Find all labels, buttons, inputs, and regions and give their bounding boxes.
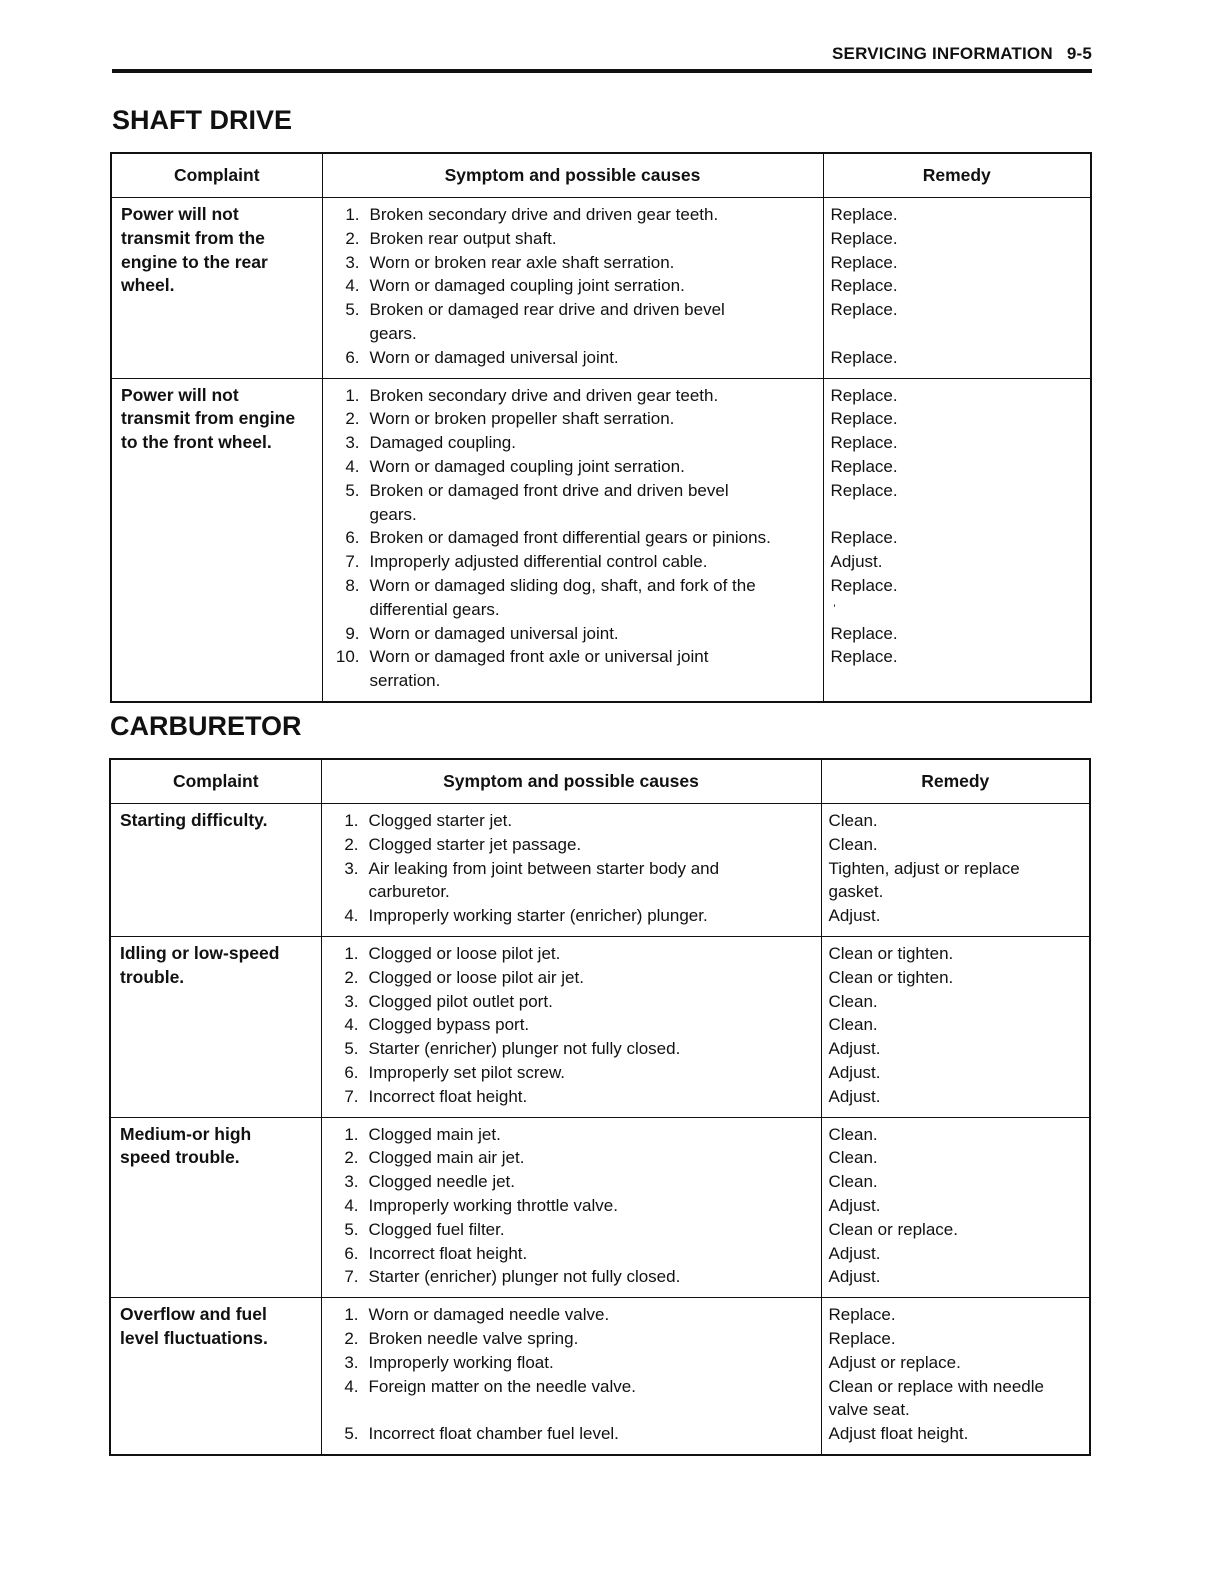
- remedy-line: [824, 669, 1085, 693]
- cause-line: [323, 407, 817, 431]
- cause-number: 2.: [344, 1148, 359, 1168]
- shaft-drive-table: [110, 152, 1092, 703]
- cause-text: Broken rear output shaft.: [369, 228, 557, 248]
- table-row: [110, 1117, 1090, 1298]
- cause-line: [322, 1398, 815, 1422]
- remedy-line: Replace.: [830, 347, 898, 367]
- cause-number: 4.: [345, 456, 360, 476]
- cause-number: 3.: [344, 1172, 359, 1192]
- remedy-header: Remedy: [823, 153, 1091, 198]
- remedy-line: [824, 322, 1085, 346]
- cause-number: 1.: [344, 943, 359, 963]
- remedy-line: Clean.: [828, 1172, 878, 1192]
- remedy-line: Clean.: [828, 1015, 878, 1035]
- cause-line: [322, 1013, 815, 1037]
- page-header: [112, 44, 1092, 70]
- cause-line: [322, 1146, 815, 1170]
- complaint-line: speed trouble.: [120, 1147, 240, 1168]
- cause-line: [322, 857, 815, 881]
- complaint-line: Power will not: [121, 204, 239, 224]
- remedy-header: Remedy: [821, 759, 1090, 804]
- cause-text: gears.: [369, 323, 417, 343]
- remedy-line: Tighten, adjust or replace: [828, 858, 1020, 878]
- cause-line: [322, 1242, 815, 1266]
- cause-number: 10.: [335, 647, 360, 667]
- cause-line: [322, 880, 815, 904]
- remedy-line: Clean.: [828, 1124, 878, 1144]
- table-row: [110, 804, 1090, 937]
- complaint-line: Power will not: [121, 384, 239, 405]
- complaint-cell: [111, 378, 322, 702]
- remedy-line: Replace.: [830, 623, 898, 643]
- causes-cell: [321, 936, 821, 1117]
- cause-text: Broken or damaged rear drive and driven bevel: [369, 300, 725, 320]
- complaint-cell: [110, 1298, 321, 1455]
- cause-line: [322, 833, 815, 857]
- cause-text: Starter (enricher) plunger not fully closed.: [368, 1039, 681, 1059]
- cause-number: 2.: [344, 1328, 359, 1348]
- cause-line: [322, 809, 815, 833]
- cause-text: gears.: [369, 504, 417, 524]
- cause-text: Worn or damaged universal joint.: [369, 623, 619, 643]
- remedy-line: Clean.: [828, 1148, 878, 1168]
- cause-line: [322, 1265, 815, 1289]
- remedy-line: valve seat.: [828, 1400, 910, 1420]
- remedy-line: Clean.: [828, 834, 878, 854]
- cause-text: differential gears.: [369, 599, 500, 619]
- cause-number: 3.: [344, 991, 359, 1011]
- remedy-line: Adjust.: [828, 1086, 881, 1106]
- cause-line: [323, 431, 817, 455]
- cause-number: 1.: [344, 1124, 359, 1144]
- remedy-line: Replace.: [830, 575, 898, 595]
- cause-line: [322, 1170, 815, 1194]
- remedy-line: Adjust.: [830, 552, 883, 572]
- cause-number: 1.: [344, 811, 359, 830]
- complaint-line: Starting difficulty.: [120, 810, 268, 830]
- header-rule: [112, 69, 1092, 73]
- complaint-cell: [110, 804, 321, 937]
- remedy-line: [824, 503, 1085, 527]
- remedy-line: gasket.: [828, 882, 884, 902]
- table-row: [110, 936, 1090, 1117]
- causes-cell: [321, 1117, 821, 1298]
- causes-cell: [321, 1298, 821, 1455]
- cause-line: [322, 1351, 815, 1375]
- cause-text: Worn or damaged front axle or universal joint: [369, 647, 709, 667]
- remedy-line: Replace.: [830, 252, 898, 272]
- cause-line: [323, 455, 817, 479]
- cause-number: 2.: [344, 834, 359, 854]
- cause-line: [323, 251, 817, 275]
- remedy-cell: [821, 1117, 1090, 1298]
- cause-number: 4.: [344, 1195, 359, 1215]
- table-row: [111, 378, 1091, 702]
- remedy-line: Adjust.: [828, 906, 881, 926]
- cause-text: Clogged bypass port.: [368, 1015, 530, 1035]
- complaint-line: level fluctuations.: [120, 1327, 268, 1348]
- cause-text: Worn or damaged coupling joint serration.: [369, 456, 685, 476]
- remedy-line: Adjust.: [828, 1039, 881, 1059]
- cause-line: [322, 1061, 815, 1085]
- cause-number: 6.: [344, 1243, 359, 1263]
- cause-number: 6.: [345, 347, 360, 367]
- cause-text: Clogged needle jet.: [368, 1172, 516, 1192]
- cause-number: 8.: [345, 575, 360, 595]
- remedy-line: Adjust or replace.: [828, 1352, 961, 1372]
- complaint-line: transmit from the: [121, 227, 265, 248]
- cause-number: 3.: [344, 858, 359, 878]
- cause-text: Incorrect float height.: [368, 1086, 528, 1106]
- carburetor-title: CARBURETOR: [110, 711, 302, 741]
- cause-line: [323, 322, 817, 346]
- cause-text: Improperly working throttle valve.: [368, 1195, 618, 1215]
- cause-line: [323, 622, 817, 646]
- cause-number: 5.: [345, 300, 360, 320]
- remedy-line: Adjust.: [828, 1062, 881, 1082]
- cause-number: 4.: [344, 906, 359, 926]
- page-number: 9-5: [1066, 44, 1092, 63]
- cause-number: 5.: [344, 1219, 359, 1239]
- cause-number: 5.: [344, 1039, 359, 1059]
- cause-text: Clogged pilot outlet port.: [368, 991, 553, 1011]
- cause-text: Damaged coupling.: [369, 433, 516, 453]
- cause-text: Clogged or loose pilot jet.: [368, 943, 561, 963]
- causes-header: Symptom and possible causes: [321, 759, 821, 804]
- cause-number: 7.: [344, 1267, 359, 1287]
- remedy-line: ': [833, 602, 836, 615]
- remedy-line: Clean.: [828, 811, 878, 830]
- table-row: [111, 198, 1091, 379]
- cause-line: [322, 942, 815, 966]
- causes-cell: [322, 198, 823, 379]
- remedy-line: Replace.: [830, 228, 898, 248]
- cause-line: [323, 574, 817, 598]
- cause-line: [322, 1123, 815, 1147]
- cause-number: 4.: [344, 1015, 359, 1035]
- cause-number: 4.: [345, 276, 360, 296]
- cause-line: [322, 1303, 815, 1327]
- table-header-row: [111, 153, 1091, 198]
- complaint-line: Medium-or high: [120, 1123, 252, 1144]
- remedy-line: Clean or replace.: [828, 1219, 958, 1239]
- complaint-header: Complaint: [110, 759, 321, 804]
- remedy-line: Replace.: [828, 1328, 896, 1348]
- complaint-line: engine to the rear: [121, 251, 268, 272]
- cause-line: [322, 1375, 815, 1399]
- cause-text: Air leaking from joint between starter body and: [368, 858, 720, 878]
- remedy-line: Replace.: [830, 385, 898, 405]
- complaint-header: Complaint: [111, 153, 322, 198]
- carburetor-table: [109, 758, 1091, 1456]
- cause-text: serration.: [369, 671, 441, 691]
- causes-cell: [322, 378, 823, 702]
- complaint-cell: [111, 198, 322, 379]
- cause-text: carburetor.: [368, 882, 450, 902]
- remedy-cell: [821, 936, 1090, 1117]
- cause-number: 3.: [345, 433, 360, 453]
- cause-line: [323, 384, 817, 408]
- cause-number: 3.: [345, 252, 360, 272]
- remedy-cell: [823, 378, 1091, 702]
- remedy-line: Replace.: [830, 480, 898, 500]
- cause-text: Clogged starter jet.: [368, 811, 513, 830]
- causes-cell: [321, 804, 821, 937]
- remedy-line: Clean or replace with needle: [828, 1376, 1044, 1396]
- cause-line: [322, 990, 815, 1014]
- cause-number: 2.: [345, 228, 360, 248]
- remedy-line: Replace.: [830, 409, 898, 429]
- cause-line: [323, 346, 817, 370]
- cause-text: Worn or broken rear axle shaft serration.: [369, 252, 675, 272]
- cause-text: Clogged main air jet.: [368, 1148, 525, 1168]
- cause-number: 5.: [345, 480, 360, 500]
- cause-text: Broken or damaged front differential gears or pinions.: [369, 528, 771, 548]
- cause-line: [322, 904, 815, 928]
- cause-number: 4.: [344, 1376, 359, 1396]
- cause-text: Clogged fuel filter.: [368, 1219, 505, 1239]
- cause-number: 6.: [345, 528, 360, 548]
- complaint-line: Idling or low-speed: [120, 942, 280, 963]
- cause-line: [323, 227, 817, 251]
- shaft-drive-title: SHAFT DRIVE: [112, 105, 293, 135]
- remedy-line: Replace.: [828, 1305, 896, 1325]
- cause-text: Worn or damaged sliding dog, shaft, and fork of the: [369, 575, 756, 595]
- cause-text: Starter (enricher) plunger not fully closed.: [368, 1267, 681, 1287]
- cause-number: 6.: [344, 1062, 359, 1082]
- cause-line: [323, 274, 817, 298]
- cause-line: [322, 1037, 815, 1061]
- remedy-line: Replace.: [830, 205, 898, 224]
- cause-text: Incorrect float chamber fuel level.: [368, 1424, 619, 1444]
- cause-text: Incorrect float height.: [368, 1243, 528, 1263]
- cause-line: [323, 669, 817, 693]
- remedy-line: Replace.: [830, 456, 898, 476]
- cause-line: [322, 1327, 815, 1351]
- cause-number: 1.: [345, 385, 360, 405]
- cause-line: [322, 966, 815, 990]
- complaint-line: to the front wheel.: [121, 432, 272, 453]
- cause-text: Worn or broken propeller shaft serration.: [369, 409, 675, 429]
- cause-line: [323, 645, 817, 669]
- cause-text: Clogged or loose pilot air jet.: [368, 967, 584, 987]
- remedy-line: Clean or tighten.: [828, 967, 954, 987]
- complaint-cell: [110, 1117, 321, 1298]
- cause-line: [323, 526, 817, 550]
- cause-number: 1.: [344, 1305, 359, 1325]
- remedy-line: Clean or tighten.: [828, 943, 954, 963]
- remedy-cell: [821, 1298, 1090, 1455]
- cause-number: 5.: [344, 1424, 359, 1444]
- cause-line: [323, 298, 817, 322]
- remedy-cell: [821, 804, 1090, 937]
- cause-text: Improperly set pilot screw.: [368, 1062, 566, 1082]
- remedy-line: Replace.: [830, 300, 898, 320]
- remedy-line: Replace.: [830, 433, 898, 453]
- remedy-line: Replace.: [830, 528, 898, 548]
- cause-text: Worn or damaged coupling joint serration.: [369, 276, 685, 296]
- complaint-line: transmit from engine: [121, 408, 296, 429]
- cause-text: Foreign matter on the needle valve.: [368, 1376, 636, 1396]
- cause-line: [322, 1085, 815, 1109]
- cause-text: Clogged starter jet passage.: [368, 834, 582, 854]
- complaint-line: wheel.: [121, 275, 175, 296]
- remedy-line: Adjust.: [828, 1195, 881, 1215]
- cause-number: 1.: [345, 205, 360, 224]
- cause-text: Improperly working starter (enricher) plunger.: [368, 906, 708, 926]
- header-section-title: SERVICING INFORMATION: [832, 44, 1053, 63]
- remedy-line: Adjust.: [828, 1267, 881, 1287]
- cause-line: [323, 503, 817, 527]
- remedy-line: Clean.: [828, 991, 878, 1011]
- table-row: [110, 1298, 1090, 1455]
- cause-line: [323, 550, 817, 574]
- remedy-line: Adjust.: [828, 1243, 881, 1263]
- cause-line: [322, 1218, 815, 1242]
- cause-text: Broken needle valve spring.: [368, 1328, 579, 1348]
- cause-text: Broken or damaged front drive and driven bevel: [369, 480, 729, 500]
- cause-text: Broken secondary drive and driven gear teeth.: [369, 205, 719, 224]
- cause-line: [323, 598, 817, 622]
- table-header-row: [110, 759, 1090, 804]
- cause-text: Worn or damaged needle valve.: [368, 1305, 610, 1325]
- cause-number: 2.: [345, 409, 360, 429]
- causes-header: Symptom and possible causes: [322, 153, 823, 198]
- cause-number: 3.: [344, 1352, 359, 1372]
- cause-line: [323, 479, 817, 503]
- remedy-line: Replace.: [830, 647, 898, 667]
- cause-text: Worn or damaged universal joint.: [369, 347, 619, 367]
- complaint-line: Overflow and fuel: [120, 1304, 267, 1325]
- complaint-line: trouble.: [120, 966, 185, 987]
- cause-number: 7.: [344, 1086, 359, 1106]
- cause-text: Improperly adjusted differential control cable.: [369, 552, 708, 572]
- cause-text: Improperly working float.: [368, 1352, 554, 1372]
- remedy-cell: [823, 198, 1091, 379]
- cause-text: Broken secondary drive and driven gear teeth.: [369, 385, 719, 405]
- cause-line: [322, 1422, 815, 1446]
- cause-text: Clogged main jet.: [368, 1124, 501, 1144]
- complaint-cell: [110, 936, 321, 1117]
- cause-number: 2.: [344, 967, 359, 987]
- remedy-line: Replace.: [830, 276, 898, 296]
- remedy-line: Adjust float height.: [828, 1424, 969, 1444]
- cause-line: [323, 203, 817, 227]
- cause-number: 7.: [345, 552, 360, 572]
- cause-number: 9.: [345, 623, 360, 643]
- cause-line: [322, 1194, 815, 1218]
